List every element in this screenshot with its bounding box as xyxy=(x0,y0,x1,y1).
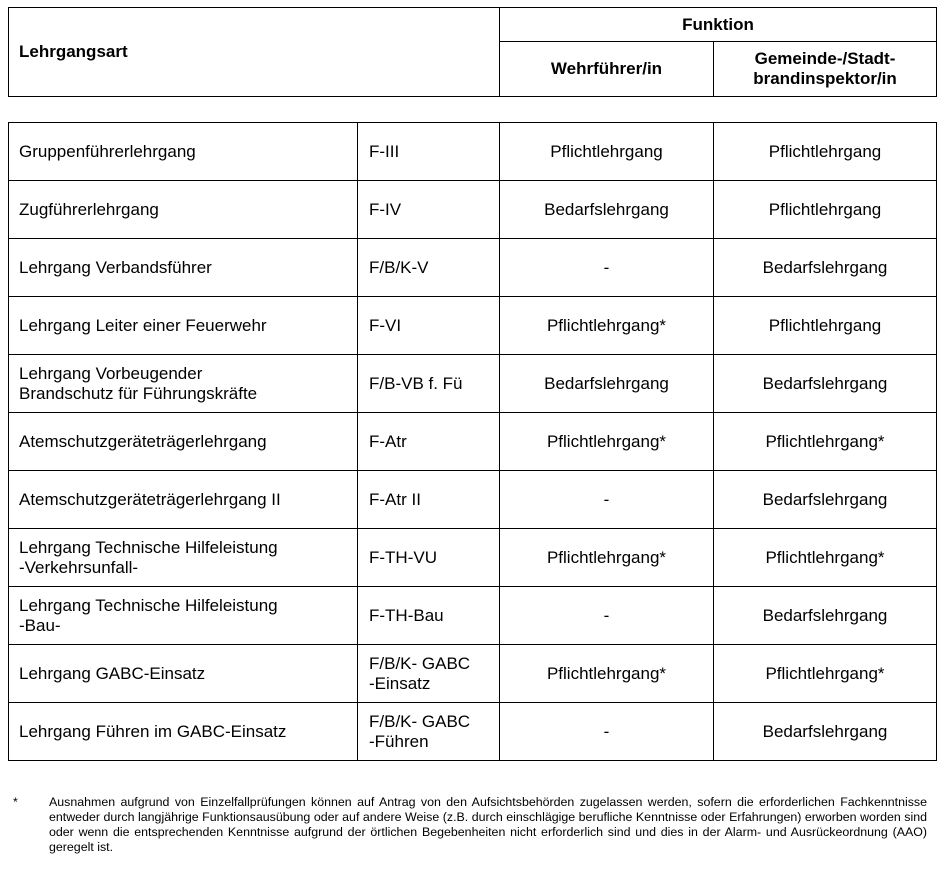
course-code-cell-line: F/B/K- GABC xyxy=(369,653,471,673)
course-code-cell-line: F-IV xyxy=(369,199,402,219)
wehrfuehrer-cell: Pflichtlehrgang xyxy=(500,123,714,181)
header-gemeinde-line2: brandinspektor/in xyxy=(753,69,897,89)
wehrfuehrer-cell: - xyxy=(500,471,714,529)
wehrfuehrer-cell: Pflichtlehrgang* xyxy=(500,529,714,587)
course-code-cell xyxy=(358,123,500,181)
header-table xyxy=(8,7,937,97)
course-name-cell xyxy=(9,297,358,355)
gemeinde-cell: Pflichtlehrgang xyxy=(714,297,937,355)
course-code-cell xyxy=(358,587,500,645)
course-code-cell xyxy=(358,529,500,587)
course-code-cell-line: F/B/K-V xyxy=(369,257,429,277)
course-code-cell-line: -Führen xyxy=(369,731,429,751)
table-row xyxy=(9,703,937,761)
course-name-cell xyxy=(9,123,358,181)
course-code-cell xyxy=(358,181,500,239)
course-name-cell-line: Lehrgang Leiter einer Feuerwehr xyxy=(19,315,267,335)
course-code-cell-line: F-TH-Bau xyxy=(369,605,444,625)
header-gemeinde-line1: Gemeinde-/Stadt- xyxy=(754,49,896,69)
course-code-cell xyxy=(358,355,500,413)
course-name-cell-line: Lehrgang GABC-Einsatz xyxy=(19,663,206,683)
wehrfuehrer-cell: Bedarfslehrgang xyxy=(500,181,714,239)
gemeinde-cell: Pflichtlehrgang xyxy=(714,181,937,239)
course-name-cell-line: Lehrgang Technische Hilfeleistung xyxy=(19,537,278,557)
gemeinde-cell: Bedarfslehrgang xyxy=(714,587,937,645)
course-name-cell xyxy=(9,181,358,239)
course-name-cell xyxy=(9,471,358,529)
wehrfuehrer-cell: Pflichtlehrgang* xyxy=(500,413,714,471)
course-name-cell-line: Lehrgang Technische Hilfeleistung xyxy=(19,595,278,615)
course-code-cell xyxy=(358,413,500,471)
gemeinde-cell: Bedarfslehrgang xyxy=(714,471,937,529)
gemeinde-cell: Bedarfslehrgang xyxy=(714,703,937,761)
wehrfuehrer-cell: - xyxy=(500,239,714,297)
table-row xyxy=(9,587,937,645)
course-name-cell-line: Lehrgang Führen im GABC-Einsatz xyxy=(19,721,287,741)
course-code-cell-line: F-TH-VU xyxy=(369,547,437,567)
course-name-cell-line: Brandschutz für Führungskräfte xyxy=(19,383,258,403)
course-name-cell xyxy=(9,355,358,413)
course-name-cell-line: Zugführerlehrgang xyxy=(19,199,159,219)
course-code-cell-line: F-VI xyxy=(369,315,402,335)
table-row xyxy=(9,181,937,239)
header-funktion: Funktion xyxy=(500,8,937,42)
header-lehrgangsart: Lehrgangsart xyxy=(9,8,500,97)
course-code-cell-line: F-Atr II xyxy=(369,489,421,509)
course-code-cell-line: F/B-VB f. Fü xyxy=(369,373,463,393)
table-row xyxy=(9,123,937,181)
footnote-text: Ausnahmen aufgrund von Einzelfallprüfungen können auf Antrag von den Aufsichtsbehörden zugelassen werden, sofern die erforderlichen Fachkenntnisse entweder durch langjährige Funktionsausübung oder auf andere Weise (z.B. durch einschlägige berufliche Kenntnisse oder Erfahrungen) erworben worden sind oder wenn die entsprechenden Kenntnisse aufgrund der örtlichen Begebenheiten nicht erforderlich sind und dies in der Alarm- und Ausrückeordnung (AAO) geregelt ist. xyxy=(49,795,927,854)
course-code-cell xyxy=(358,239,500,297)
gemeinde-cell: Bedarfslehrgang xyxy=(714,355,937,413)
course-name-cell-line: Lehrgang Vorbeugender xyxy=(19,363,203,383)
wehrfuehrer-cell: Pflichtlehrgang* xyxy=(500,297,714,355)
wehrfuehrer-cell: Bedarfslehrgang xyxy=(500,355,714,413)
course-name-cell-line: Atemschutzgeräteträgerlehrgang II xyxy=(19,489,281,509)
table-row xyxy=(9,645,937,703)
table-row xyxy=(9,471,937,529)
course-code-cell-line: F-Atr xyxy=(369,431,407,451)
course-name-cell-line: Gruppenführerlehrgang xyxy=(19,141,196,161)
course-code-cell xyxy=(358,645,500,703)
wehrfuehrer-cell: Pflichtlehrgang* xyxy=(500,645,714,703)
course-name-cell xyxy=(9,239,358,297)
course-name-cell xyxy=(9,587,358,645)
course-name-cell xyxy=(9,413,358,471)
main-table xyxy=(8,122,937,761)
course-code-cell-line: F/B/K- GABC xyxy=(369,711,471,731)
course-name-cell-line: -Bau- xyxy=(19,615,61,635)
table-row xyxy=(9,529,937,587)
gemeinde-cell: Pflichtlehrgang* xyxy=(714,529,937,587)
header-gemeinde xyxy=(714,42,937,97)
header-wehrfuehrer: Wehrführer/in xyxy=(500,42,714,97)
course-name-cell-line: Lehrgang Verbandsführer xyxy=(19,257,212,277)
wehrfuehrer-cell: - xyxy=(500,703,714,761)
course-name-cell-line: Atemschutzgeräteträgerlehrgang xyxy=(19,431,267,451)
table-row xyxy=(9,239,937,297)
wehrfuehrer-cell: - xyxy=(500,587,714,645)
course-code-cell xyxy=(358,297,500,355)
course-code-cell xyxy=(358,703,500,761)
gemeinde-cell: Pflichtlehrgang xyxy=(714,123,937,181)
course-name-cell xyxy=(9,645,358,703)
gemeinde-cell: Pflichtlehrgang* xyxy=(714,645,937,703)
course-name-cell xyxy=(9,703,358,761)
table-row xyxy=(9,297,937,355)
table-row xyxy=(9,355,937,413)
table-row xyxy=(9,413,937,471)
course-code-cell-line: -Einsatz xyxy=(369,673,431,693)
course-name-cell-line: -Verkehrsunfall- xyxy=(19,557,139,577)
course-code-cell-line: F-III xyxy=(369,141,400,161)
gemeinde-cell: Pflichtlehrgang* xyxy=(714,413,937,471)
gemeinde-cell: Bedarfslehrgang xyxy=(714,239,937,297)
course-name-cell xyxy=(9,529,358,587)
course-code-cell xyxy=(358,471,500,529)
footnote-mark: * xyxy=(13,795,18,809)
